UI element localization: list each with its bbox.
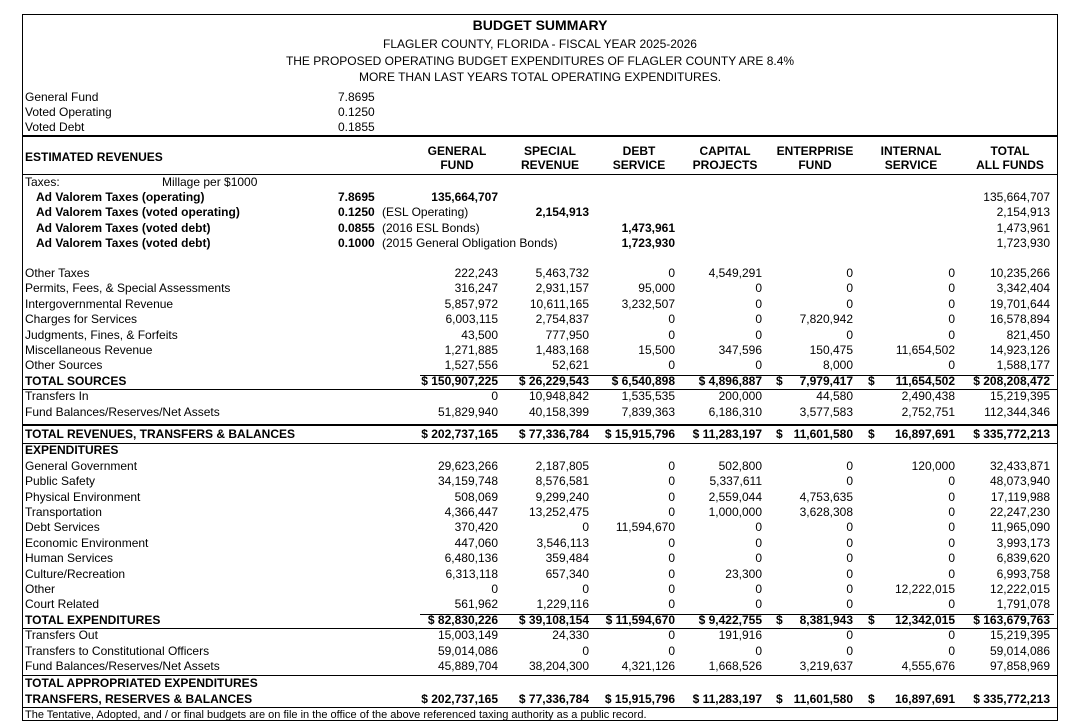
- row-value: 0: [755, 597, 762, 612]
- row-label: Miscellaneous Revenue: [25, 343, 153, 357]
- currency-symbol: $: [776, 427, 783, 441]
- column-header: FUND: [440, 158, 474, 172]
- row-value: 0: [948, 474, 955, 489]
- total-row-label: TOTAL EXPENDITURES: [25, 612, 161, 627]
- currency-symbol: $: [776, 691, 783, 706]
- total-row-value: $ 77,336,784: [518, 691, 589, 706]
- row-value: 0: [668, 266, 675, 280]
- row-value: 6,839,620: [996, 551, 1050, 566]
- total-row-value: $ 39,108,154: [518, 612, 589, 627]
- total-row-value: 11,654,502: [895, 373, 955, 388]
- row-value: 0: [948, 358, 955, 373]
- row-value: 1,229,116: [536, 597, 589, 612]
- row-value: 14,923,126: [989, 343, 1050, 357]
- row-value: 11,594,670: [615, 520, 675, 535]
- row-value: 0: [668, 597, 675, 612]
- row-value: 0: [948, 597, 955, 612]
- row-value: 2,187,805: [535, 458, 589, 473]
- total-row-value: $ 11,283,197: [692, 427, 762, 441]
- row-value: 0: [846, 458, 853, 473]
- row-value: 10,235,266: [989, 266, 1050, 280]
- row-value: 13,252,475: [528, 505, 589, 519]
- row-value: 112,344,346: [984, 404, 1050, 419]
- row-value: 10,611,165: [529, 296, 589, 311]
- divider: [22, 135, 1058, 137]
- row-label: Other Sources: [25, 358, 103, 373]
- millage-value: 7.8695: [338, 90, 375, 104]
- millage-value: 0.1855: [338, 120, 375, 134]
- tax-row-millage: 7.8695: [338, 190, 375, 204]
- row-value: 0: [755, 281, 762, 296]
- notice-line-2: MORE THAN LAST YEARS TOTAL OPERATING EXPENDITURES.: [358, 70, 722, 84]
- row-value: 95,000: [638, 281, 675, 296]
- row-value: 2,559,044: [708, 489, 762, 504]
- row-value: 0: [846, 566, 853, 581]
- currency-symbol: $: [868, 612, 875, 627]
- row-value: 0: [846, 281, 853, 296]
- row-value: 0: [668, 566, 675, 581]
- total-row-value: $ 15,915,796: [604, 427, 675, 441]
- tax-row-label: Ad Valorem Taxes (voted debt): [36, 236, 211, 251]
- currency-symbol: $: [776, 612, 783, 627]
- row-value: 200,000: [718, 389, 762, 404]
- total-appropriated-label-2: TRANSFERS, RESERVES & BALANCES: [25, 691, 253, 706]
- tax-row-label: Ad Valorem Taxes (operating): [36, 190, 205, 204]
- row-value: 3,577,583: [799, 404, 853, 419]
- row-value: 0: [668, 458, 675, 473]
- tax-row-general: 135,664,707: [431, 190, 498, 204]
- row-value: 0: [846, 474, 853, 489]
- row-label: Court Related: [25, 597, 100, 612]
- row-label: Physical Environment: [25, 489, 141, 504]
- row-value: 32,433,871: [989, 458, 1050, 473]
- tax-row-note: (ESL Operating): [382, 205, 469, 220]
- row-value: 0: [846, 582, 853, 596]
- row-value: 0: [846, 643, 853, 658]
- row-label: Transportation: [25, 505, 102, 519]
- total-row-value: 11,601,580: [793, 427, 853, 441]
- row-value: 191,916: [718, 628, 762, 643]
- row-value: 45,889,704: [437, 659, 498, 673]
- row-label: Culture/Recreation: [25, 566, 126, 581]
- row-value: 0: [582, 643, 589, 658]
- row-value: 0: [948, 628, 955, 643]
- row-value: 150,475: [809, 343, 853, 357]
- row-value: 40,158,399: [528, 404, 589, 419]
- currency-symbol: $: [868, 373, 875, 388]
- millage-per-1000-header: Millage per $1000: [162, 175, 258, 189]
- currency-symbol: $: [776, 373, 783, 388]
- tax-row-debt: 1,723,930: [621, 236, 675, 251]
- tax-row-special: 2,154,913: [535, 205, 589, 220]
- currency-symbol: $: [868, 427, 875, 441]
- column-header: CAPITAL: [699, 144, 751, 158]
- row-value: 5,463,732: [535, 266, 589, 280]
- row-value: 29,623,266: [437, 458, 498, 473]
- footer-note: The Tentative, Adopted, and / or final budgets are on file in the office of the above referenced taxing authority as a public record.: [25, 709, 647, 721]
- divider: [22, 424, 1058, 426]
- row-value: 508,069: [454, 489, 498, 504]
- row-label: Fund Balances/Reserves/Net Assets: [25, 659, 220, 673]
- row-value: 15,219,395: [989, 628, 1050, 643]
- row-value: 9,299,240: [535, 489, 589, 504]
- total-row-value: $ 11,594,670: [605, 612, 675, 627]
- tax-row-note: (2016 ESL Bonds): [382, 220, 480, 235]
- row-label: Judgments, Fines, & Forfeits: [25, 327, 178, 342]
- row-value: 4,555,676: [901, 659, 955, 673]
- total-row-value: 12,342,015: [894, 612, 955, 627]
- row-value: 10,948,842: [528, 389, 589, 404]
- row-value: 0: [668, 505, 675, 519]
- row-value: 15,500: [638, 343, 675, 357]
- row-value: 447,060: [454, 535, 498, 550]
- row-value: 7,820,942: [799, 312, 853, 327]
- column-header: PROJECTS: [692, 158, 758, 172]
- tax-row-total: 2,154,913: [996, 205, 1050, 220]
- row-value: 15,219,395: [989, 389, 1050, 404]
- total-row-value: $ 6,540,898: [611, 373, 675, 388]
- row-value: 1,527,556: [444, 358, 498, 373]
- row-value: 222,243: [454, 266, 498, 280]
- row-value: 3,628,308: [799, 505, 853, 519]
- tax-row-note: (2015 General Obligation Bonds): [382, 236, 558, 251]
- column-header: FUND: [798, 158, 832, 172]
- row-label: Other Taxes: [25, 266, 90, 280]
- row-value: 0: [668, 312, 675, 327]
- row-value: 0: [668, 643, 675, 658]
- row-value: 4,366,447: [444, 505, 498, 519]
- row-value: 821,450: [1006, 327, 1050, 342]
- row-label: Debt Services: [25, 520, 100, 535]
- row-value: 359,484: [545, 551, 589, 566]
- row-label: Permits, Fees, & Special Assessments: [25, 281, 231, 296]
- row-value: 0: [755, 296, 762, 311]
- row-value: 15,003,149: [437, 628, 498, 643]
- row-value: 0: [668, 551, 675, 566]
- row-value: 0: [755, 358, 762, 373]
- row-value: 0: [668, 358, 675, 373]
- row-value: 0: [668, 489, 675, 504]
- column-header: DEBT: [622, 144, 656, 158]
- row-value: 59,014,086: [989, 643, 1050, 658]
- row-value: 5,857,972: [444, 296, 498, 311]
- row-value: 0: [846, 551, 853, 566]
- total-row-value: 11,601,580: [793, 691, 853, 706]
- millage-label: General Fund: [25, 90, 99, 104]
- row-value: 6,993,758: [996, 566, 1050, 581]
- row-value: 0: [948, 566, 955, 581]
- tax-row-millage: 0.1250: [338, 205, 375, 220]
- row-value: 34,159,748: [437, 474, 498, 489]
- row-value: 4,753,635: [799, 489, 853, 504]
- total-row-value: $ 9,422,755: [698, 612, 762, 627]
- total-row-value: $ 26,229,543: [518, 373, 589, 388]
- row-value: 0: [846, 597, 853, 612]
- document-subtitle: FLAGLER COUNTY, FLORIDA - FISCAL YEAR 2025-2026: [383, 37, 697, 51]
- row-value: 6,480,136: [444, 551, 498, 566]
- row-value: 0: [846, 296, 853, 311]
- total-row-value: $ 82,830,226: [427, 612, 498, 627]
- row-value: 24,330: [552, 628, 589, 643]
- document-title: BUDGET SUMMARY: [472, 17, 608, 33]
- taxes-label: Taxes:: [25, 175, 60, 189]
- millage-label: Voted Debt: [25, 120, 85, 134]
- row-value: 5,337,611: [709, 474, 762, 489]
- total-row-value: 8,381,943: [799, 612, 853, 627]
- row-value: 0: [948, 643, 955, 658]
- row-value: 52,621: [552, 358, 589, 373]
- column-header: SPECIAL: [523, 144, 576, 158]
- tax-row-label: Ad Valorem Taxes (voted debt): [36, 220, 211, 235]
- millage-value: 0.1250: [338, 105, 375, 119]
- row-value: 1,588,177: [996, 358, 1050, 373]
- divider: [22, 443, 1058, 444]
- row-value: 0: [846, 628, 853, 643]
- row-label: Economic Environment: [25, 535, 149, 550]
- column-header: ENTERPRISE: [776, 144, 854, 158]
- row-label: Fund Balances/Reserves/Net Assets: [25, 404, 220, 419]
- column-header: SERVICE: [612, 158, 666, 172]
- row-value: 12,222,015: [894, 582, 955, 596]
- row-value: 0: [491, 582, 498, 596]
- row-value: 0: [846, 535, 853, 550]
- row-value: 6,003,115: [445, 312, 498, 327]
- row-value: 4,321,126: [621, 659, 675, 673]
- total-row-value: 16,897,691: [894, 427, 955, 441]
- row-value: 23,300: [725, 566, 762, 581]
- notice-line-1: THE PROPOSED OPERATING BUDGET EXPENDITURES OF FLAGLER COUNTY ARE 8.4%: [285, 54, 795, 68]
- row-value: 1,668,526: [708, 659, 762, 673]
- row-value: 12,222,015: [989, 582, 1050, 596]
- row-value: 0: [948, 296, 955, 311]
- row-value: 0: [948, 266, 955, 280]
- row-value: 0: [755, 327, 762, 342]
- row-value: 0: [755, 582, 762, 596]
- row-value: 17,119,988: [990, 489, 1050, 504]
- row-value: 2,754,837: [535, 312, 589, 327]
- row-value: 97,858,969: [989, 659, 1050, 673]
- tax-row-debt: 1,473,961: [621, 220, 675, 235]
- row-value: 370,420: [454, 520, 498, 535]
- row-value: 0: [755, 312, 762, 327]
- row-value: 16,578,894: [989, 312, 1050, 327]
- row-value: 0: [948, 551, 955, 566]
- row-value: 1,483,168: [535, 343, 589, 357]
- row-value: 0: [668, 535, 675, 550]
- row-value: 44,580: [816, 389, 853, 404]
- row-value: 120,000: [911, 458, 955, 473]
- tax-row-millage: 0.1000: [338, 236, 375, 251]
- row-value: 0: [948, 327, 955, 342]
- row-value: 8,576,581: [535, 474, 589, 489]
- row-value: 43,500: [461, 327, 498, 342]
- row-value: 0: [668, 474, 675, 489]
- row-value: 2,490,438: [901, 389, 955, 404]
- row-value: 0: [668, 327, 675, 342]
- row-label: Intergovernmental Revenue: [25, 296, 174, 311]
- row-value: 0: [755, 551, 762, 566]
- row-label: Public Safety: [25, 474, 96, 489]
- total-row-label: TOTAL SOURCES: [25, 373, 127, 388]
- row-value: 0: [846, 327, 853, 342]
- row-value: 51,829,940: [437, 404, 498, 419]
- row-value: 3,993,173: [996, 535, 1050, 550]
- row-label: Transfers Out: [25, 628, 98, 643]
- row-value: 38,204,300: [528, 659, 589, 673]
- total-row-value: 16,897,691: [894, 691, 955, 706]
- column-header: TOTAL: [990, 144, 1030, 158]
- tax-row-total: 135,664,707: [983, 190, 1050, 204]
- row-value: 0: [846, 520, 853, 535]
- total-row-value: $ 202,737,165: [421, 691, 498, 706]
- row-value: 0: [755, 535, 762, 550]
- row-value: 48,073,940: [989, 474, 1050, 489]
- row-value: 2,752,751: [901, 404, 955, 419]
- section-estimated-revenues: ESTIMATED REVENUES: [25, 150, 163, 164]
- row-value: 0: [948, 535, 955, 550]
- total-row-label: TOTAL REVENUES, TRANSFERS & BALANCES: [25, 427, 296, 441]
- row-value: 1,535,535: [621, 389, 675, 404]
- total-row-value: $ 335,772,213: [973, 427, 1050, 441]
- total-row-value: $ 150,907,225: [421, 373, 498, 388]
- row-value: 0: [846, 266, 853, 280]
- row-value: 7,839,363: [621, 404, 675, 419]
- row-value: 22,247,230: [989, 505, 1050, 519]
- row-value: 777,950: [545, 327, 589, 342]
- row-value: 3,342,404: [996, 281, 1050, 296]
- row-value: 1,791,078: [996, 597, 1050, 612]
- row-label: Other: [25, 582, 56, 596]
- total-appropriated-label-1: TOTAL APPROPRIATED EXPENDITURES: [25, 676, 258, 691]
- row-value: 3,232,507: [621, 296, 675, 311]
- total-row-value: $ 335,772,213: [973, 691, 1050, 706]
- row-value: 0: [948, 312, 955, 327]
- row-value: 0: [491, 389, 498, 404]
- tax-row-total: 1,473,961: [996, 220, 1050, 235]
- currency-symbol: $: [868, 691, 875, 706]
- row-value: 19,701,644: [989, 296, 1050, 311]
- total-row-value: $ 77,336,784: [518, 427, 589, 441]
- row-value: 561,962: [454, 597, 498, 612]
- row-label: Transfers to Constitutional Officers: [25, 643, 210, 658]
- total-row-value: $ 15,915,796: [604, 691, 675, 706]
- column-header: ALL FUNDS: [976, 158, 1044, 172]
- row-value: 1,000,000: [708, 505, 762, 519]
- total-row-value: $ 208,208,472: [973, 373, 1050, 388]
- row-value: 0: [668, 582, 675, 596]
- row-value: 0: [948, 489, 955, 504]
- total-row-value: $ 11,283,197: [692, 691, 762, 706]
- total-row-value: $ 202,737,165: [421, 427, 498, 441]
- row-value: 11,654,502: [895, 343, 955, 357]
- row-value: 2,931,157: [535, 281, 589, 296]
- row-value: 8,000: [822, 358, 853, 373]
- tax-row-total: 1,723,930: [996, 236, 1050, 251]
- millage-label: Voted Operating: [25, 105, 112, 119]
- row-label: Charges for Services: [25, 312, 138, 327]
- section-expenditures: EXPENDITURES: [25, 443, 119, 458]
- row-value: 59,014,086: [437, 643, 498, 658]
- tax-row-label: Ad Valorem Taxes (voted operating): [36, 205, 240, 220]
- row-value: 347,596: [718, 343, 762, 357]
- row-value: 657,340: [545, 566, 589, 581]
- row-value: 0: [582, 520, 589, 535]
- row-value: 3,219,637: [799, 659, 853, 673]
- row-label: Transfers In: [25, 389, 89, 404]
- row-value: 0: [948, 505, 955, 519]
- row-value: 502,800: [718, 458, 762, 473]
- row-value: 6,186,310: [708, 404, 762, 419]
- row-value: 3,546,113: [536, 535, 589, 550]
- row-value: 11,965,090: [990, 520, 1050, 535]
- row-value: 0: [755, 520, 762, 535]
- total-row-value: $ 4,896,887: [698, 373, 762, 388]
- column-header: GENERAL: [427, 144, 487, 158]
- column-header: INTERNAL: [880, 144, 942, 158]
- row-value: 0: [948, 281, 955, 296]
- row-value: 0: [668, 628, 675, 643]
- tax-row-millage: 0.0855: [338, 220, 375, 235]
- column-header: REVENUE: [520, 158, 579, 172]
- row-label: General Government: [25, 458, 138, 473]
- row-value: 4,549,291: [708, 266, 762, 280]
- row-value: 316,247: [454, 281, 498, 296]
- row-value: 6,313,118: [445, 566, 498, 581]
- total-row-value: $ 163,679,763: [973, 612, 1050, 627]
- total-row-value: 7,979,417: [799, 373, 853, 388]
- row-value: 0: [948, 520, 955, 535]
- row-value: 0: [755, 643, 762, 658]
- row-value: 0: [582, 582, 589, 596]
- row-label: Human Services: [25, 551, 114, 566]
- row-value: 1,271,885: [444, 343, 498, 357]
- column-header: SERVICE: [884, 158, 938, 172]
